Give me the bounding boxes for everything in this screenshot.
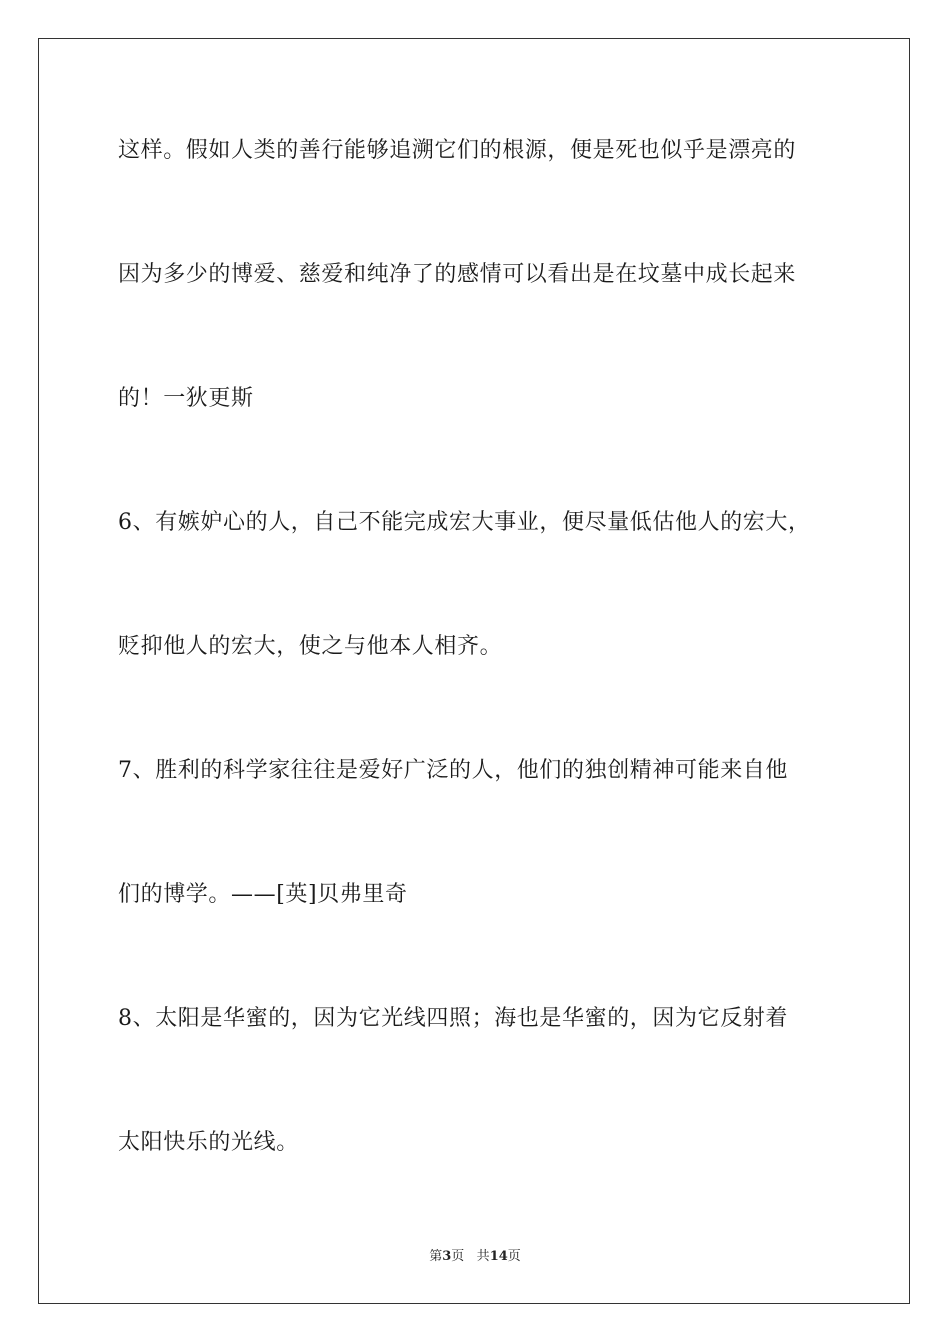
page-suffix: 页 [451,1249,465,1264]
body-text-line: 的！一狄更斯 [118,386,254,411]
body-text-line: 们的博学。——[英]贝弗里奇 [118,882,408,907]
total-prefix: 共 [476,1249,490,1264]
body-text-line: 因为多少的博爱、慈爱和纯净了的感情可以看出是在坟墓中成长起来 [118,262,797,287]
body-text-line: 8、太阳是华蜜的，因为它光线四照；海也是华蜜的，因为它反射着 [118,1006,788,1031]
body-text-line: 贬抑他人的宏大，使之与他本人相齐。 [118,634,503,659]
body-text-line: 7、胜利的科学家往往是爱好广泛的人，他们的独创精神可能来自他 [118,758,788,783]
total-pages: 14 [489,1249,508,1264]
body-text-line: 这样。假如人类的善行能够追溯它们的根源，便是死也似乎是漂亮的 [118,138,797,163]
page-number: 3 [442,1249,452,1264]
page-prefix: 第 [429,1249,443,1264]
body-text-line: 6、有嫉妒心的人，自己不能完成宏大事业，便尽量低估他人的宏大， [118,510,811,535]
body-text-line: 太阳快乐的光线。 [118,1130,299,1155]
total-suffix: 页 [507,1249,521,1264]
page-footer [0,1248,950,1266]
page-border [38,38,910,1304]
